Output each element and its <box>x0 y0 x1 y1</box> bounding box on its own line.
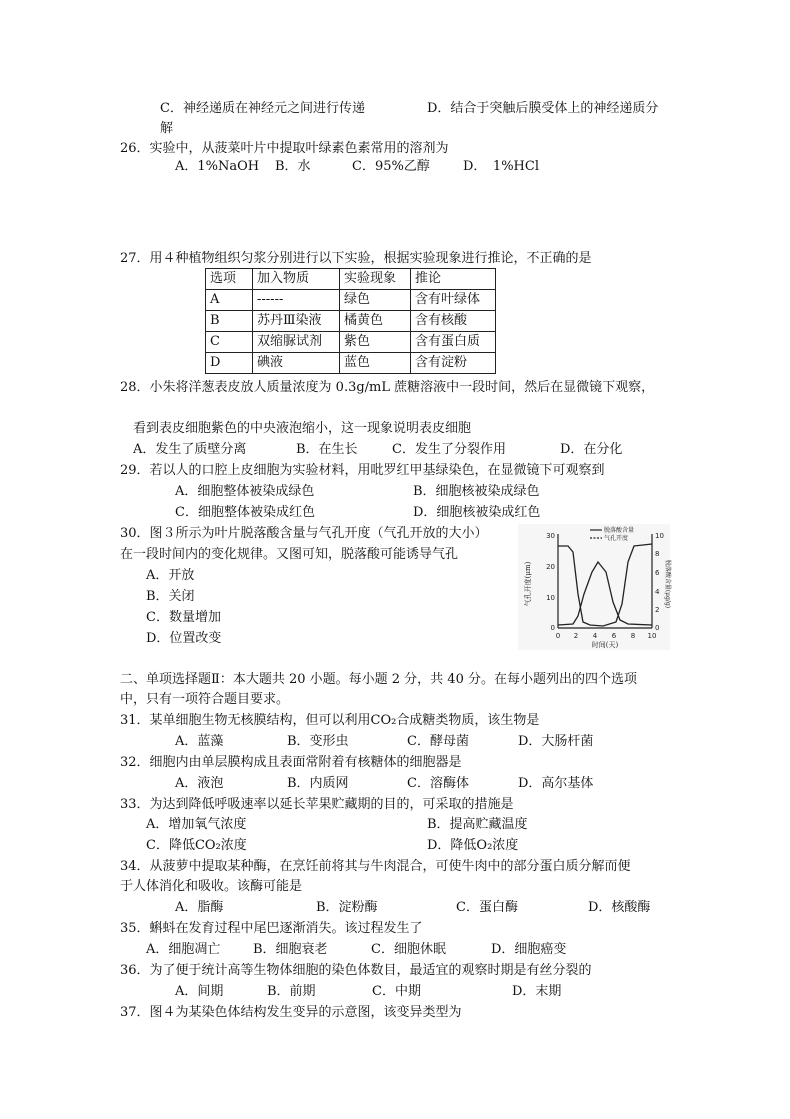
table-cell: 碘液 <box>253 353 340 374</box>
x-tick: 8 <box>630 632 636 640</box>
section2-line2: 中，只有一项符合题目要求。 <box>120 692 290 707</box>
table-row <box>206 332 496 353</box>
table-cell: 紫色 <box>340 332 411 353</box>
y-right-tick: 6 <box>655 569 660 577</box>
q30-option-d: D．位置改变 <box>146 631 222 646</box>
y-left-tick: 30 <box>546 532 555 540</box>
q31-option-b: B．变形虫 <box>287 734 349 749</box>
table-row <box>206 290 496 311</box>
q28-option-b: B．在生长 <box>296 442 358 457</box>
q28-option-c: C．发生了分裂作用 <box>392 442 506 457</box>
q35-option-c: C．细胞休眠 <box>371 942 446 957</box>
q34-option-b: B．淀粉酶 <box>316 900 378 915</box>
q36-option-a: A．间期 <box>175 984 224 999</box>
q34-option-a: A．脂酶 <box>175 900 224 915</box>
legend-stomata-label: 气孔开度 <box>604 535 629 542</box>
q35-stem: 35．蝌蚪在发育过程中尾巴逐渐消失。该过程发生了 <box>120 921 423 936</box>
table-cell: 含有核酸 <box>411 311 496 332</box>
table-cell: ------ <box>253 290 340 311</box>
q34-option-c: C．蛋白酶 <box>456 900 518 915</box>
section2-line1: 二、单项选择题Ⅱ：本大题共 20 小题。每小题 2 分，共 40 分。在每小题列出的四个选项 <box>120 672 637 687</box>
q34-stem-line1: 34．从菠萝中提取某种酶，在烹饪前将其与牛肉混合，可使牛肉中的部分蛋白质分解而便 <box>120 859 631 874</box>
q25-option-d-cont: 解 <box>160 121 174 136</box>
table-cell: 橘黄色 <box>340 311 411 332</box>
figure-3-graph <box>518 524 670 650</box>
q30-option-c: C．数量增加 <box>146 610 221 625</box>
q26-option-c: C．95%乙醇 <box>352 159 430 174</box>
table-row <box>206 311 496 332</box>
table-header-cell: 加入物质 <box>253 269 340 290</box>
table-cell: 含有淀粉 <box>411 353 496 374</box>
q31-option-d: D．大肠杆菌 <box>518 734 594 749</box>
y-right-tick: 2 <box>655 606 660 614</box>
x-tick: 6 <box>611 632 617 640</box>
y-left-tick: 10 <box>546 594 555 602</box>
q31-stem: 31．某单细胞生物无核膜结构，但可以利用CO₂合成糖类物质，该生物是 <box>120 713 540 728</box>
q30-stem-line2: 在一段时间内的变化规律。又图可知，脱落酸可能诱导气孔 <box>120 547 459 562</box>
x-tick: 10 <box>647 632 657 640</box>
y-right-tick: 10 <box>655 532 664 540</box>
q36-option-c: C．中期 <box>372 984 421 999</box>
y-right-label: 脱落酸含量(μg/g) <box>664 559 671 609</box>
table-cell: 绿色 <box>340 290 411 311</box>
y-right-tick: 4 <box>655 588 660 596</box>
q35-option-b: B．细胞衰老 <box>253 942 328 957</box>
table-cell: 含有叶绿体 <box>411 290 496 311</box>
q31-option-a: A．蓝藻 <box>175 734 224 749</box>
q28-option-a: A．发生了质壁分离 <box>133 442 247 457</box>
q35-option-a: A．细胞凋亡 <box>146 942 221 957</box>
y-left-tick: 0 <box>550 624 555 632</box>
table-header-cell: 实验现象 <box>340 269 411 290</box>
table-cell: 双缩脲试剂 <box>253 332 340 353</box>
q26-option-d: D． 1%HCl <box>463 159 539 174</box>
table-header-row <box>206 269 496 290</box>
q28-stem-line1: 28．小朱将洋葱表皮放人质量浓度为 0.3g/mL 蔗糖溶液中一段时间，然后在显微镜下观察， <box>120 380 655 395</box>
q33-option-a: A．增加氧气浓度 <box>146 817 247 832</box>
q27-experiment-table <box>205 268 496 374</box>
q29-option-a: A．细胞整体被染成绿色 <box>175 484 315 499</box>
x-axis-label: 时间(天) <box>591 641 619 649</box>
legend-abscisic-label: 脱落酸含量 <box>604 527 635 534</box>
q31-option-c: C．酵母菌 <box>407 734 469 749</box>
table-cell: D <box>206 353 253 374</box>
q33-stem: 33．为达到降低呼吸速率以延长苹果贮藏期的目的，可采取的措施是 <box>120 797 514 812</box>
y-left-tick: 20 <box>546 563 555 571</box>
q35-option-d: D．细胞癌变 <box>491 942 567 957</box>
q27-stem: 27．用４种植物组织匀浆分别进行以下实验，根据实验现象进行推论，不正确的是 <box>120 251 592 266</box>
q33-option-d: D．降低O₂浓度 <box>427 838 519 853</box>
x-tick: 2 <box>573 632 579 640</box>
table-cell: B <box>206 311 253 332</box>
q30-option-b: B．关闭 <box>146 589 195 604</box>
q25-option-d: D．结合于突触后膜受体上的神经递质分 <box>427 101 659 116</box>
q32-option-a: A．液泡 <box>175 776 224 791</box>
table-cell: 蓝色 <box>340 353 411 374</box>
q34-option-d: D．核酸酶 <box>588 900 651 915</box>
q36-stem: 36．为了便于统计高等生物体细胞的染色体数目，最适宜的观察时期是有丝分裂的 <box>120 963 592 978</box>
q29-option-d: D．细胞核被染成红色 <box>413 505 541 520</box>
y-right-tick: 0 <box>655 624 660 632</box>
q32-stem: 32．细胞内由单层膜构成且表面常附着有核糖体的细胞器是 <box>120 755 462 770</box>
q32-option-d: D．高尔基体 <box>518 776 594 791</box>
q26-option-a: A．1%NaOH <box>175 159 260 174</box>
table-header-cell: 推论 <box>411 269 496 290</box>
y-left-label: 气孔开度(μm) <box>524 561 532 607</box>
q33-option-c: C．降低CO₂浓度 <box>146 838 247 853</box>
table-cell: C <box>206 332 253 353</box>
table-cell: 苏丹Ⅲ染液 <box>253 311 340 332</box>
q29-stem: 29．若以人的口腔上皮细胞为实验材料，用吡罗红甲基绿染色，在显微镜下可观察到 <box>120 463 605 478</box>
x-tick: 4 <box>592 632 598 640</box>
q33-option-b: B．提高贮藏温度 <box>427 817 528 832</box>
q37-stem: 37．图４为某染色体结构发生变异的示意图，该变异类型为 <box>120 1005 462 1020</box>
q25-option-c: C．神经递质在神经元之间进行传递 <box>160 101 365 116</box>
q32-option-b: B．内质网 <box>287 776 349 791</box>
q36-option-d: D．末期 <box>512 984 562 999</box>
table-cell: A <box>206 290 253 311</box>
y-right-tick: 8 <box>655 550 660 558</box>
table-row <box>206 353 496 374</box>
table-header-cell: 选项 <box>206 269 253 290</box>
q32-option-c: C．溶酶体 <box>407 776 469 791</box>
q29-option-b: B．细胞核被染成绿色 <box>413 484 540 499</box>
q34-stem-line2: 于人体消化和吸收。该酶可能是 <box>120 879 303 894</box>
q28-option-d: D．在分化 <box>560 442 623 457</box>
table-cell: 含有蛋白质 <box>411 332 496 353</box>
q28-stem-line2: 看到表皮细胞紫色的中央液泡缩小，这一现象说明表皮细胞 <box>133 421 472 436</box>
x-tick: 0 <box>555 632 561 640</box>
q26-stem: 26．实验中，从菠菜叶片中提取叶绿素色素常用的溶剂为 <box>120 141 449 156</box>
q36-option-b: B．前期 <box>267 984 316 999</box>
q29-option-c: C．细胞整体被染成红色 <box>175 505 315 520</box>
q26-option-b: B．水 <box>275 159 311 174</box>
q30-stem-line1: 30．图３所示为叶片脱落酸含量与气孔开度（气孔开放的大小） <box>120 526 488 541</box>
q30-option-a: A．开放 <box>146 568 195 583</box>
